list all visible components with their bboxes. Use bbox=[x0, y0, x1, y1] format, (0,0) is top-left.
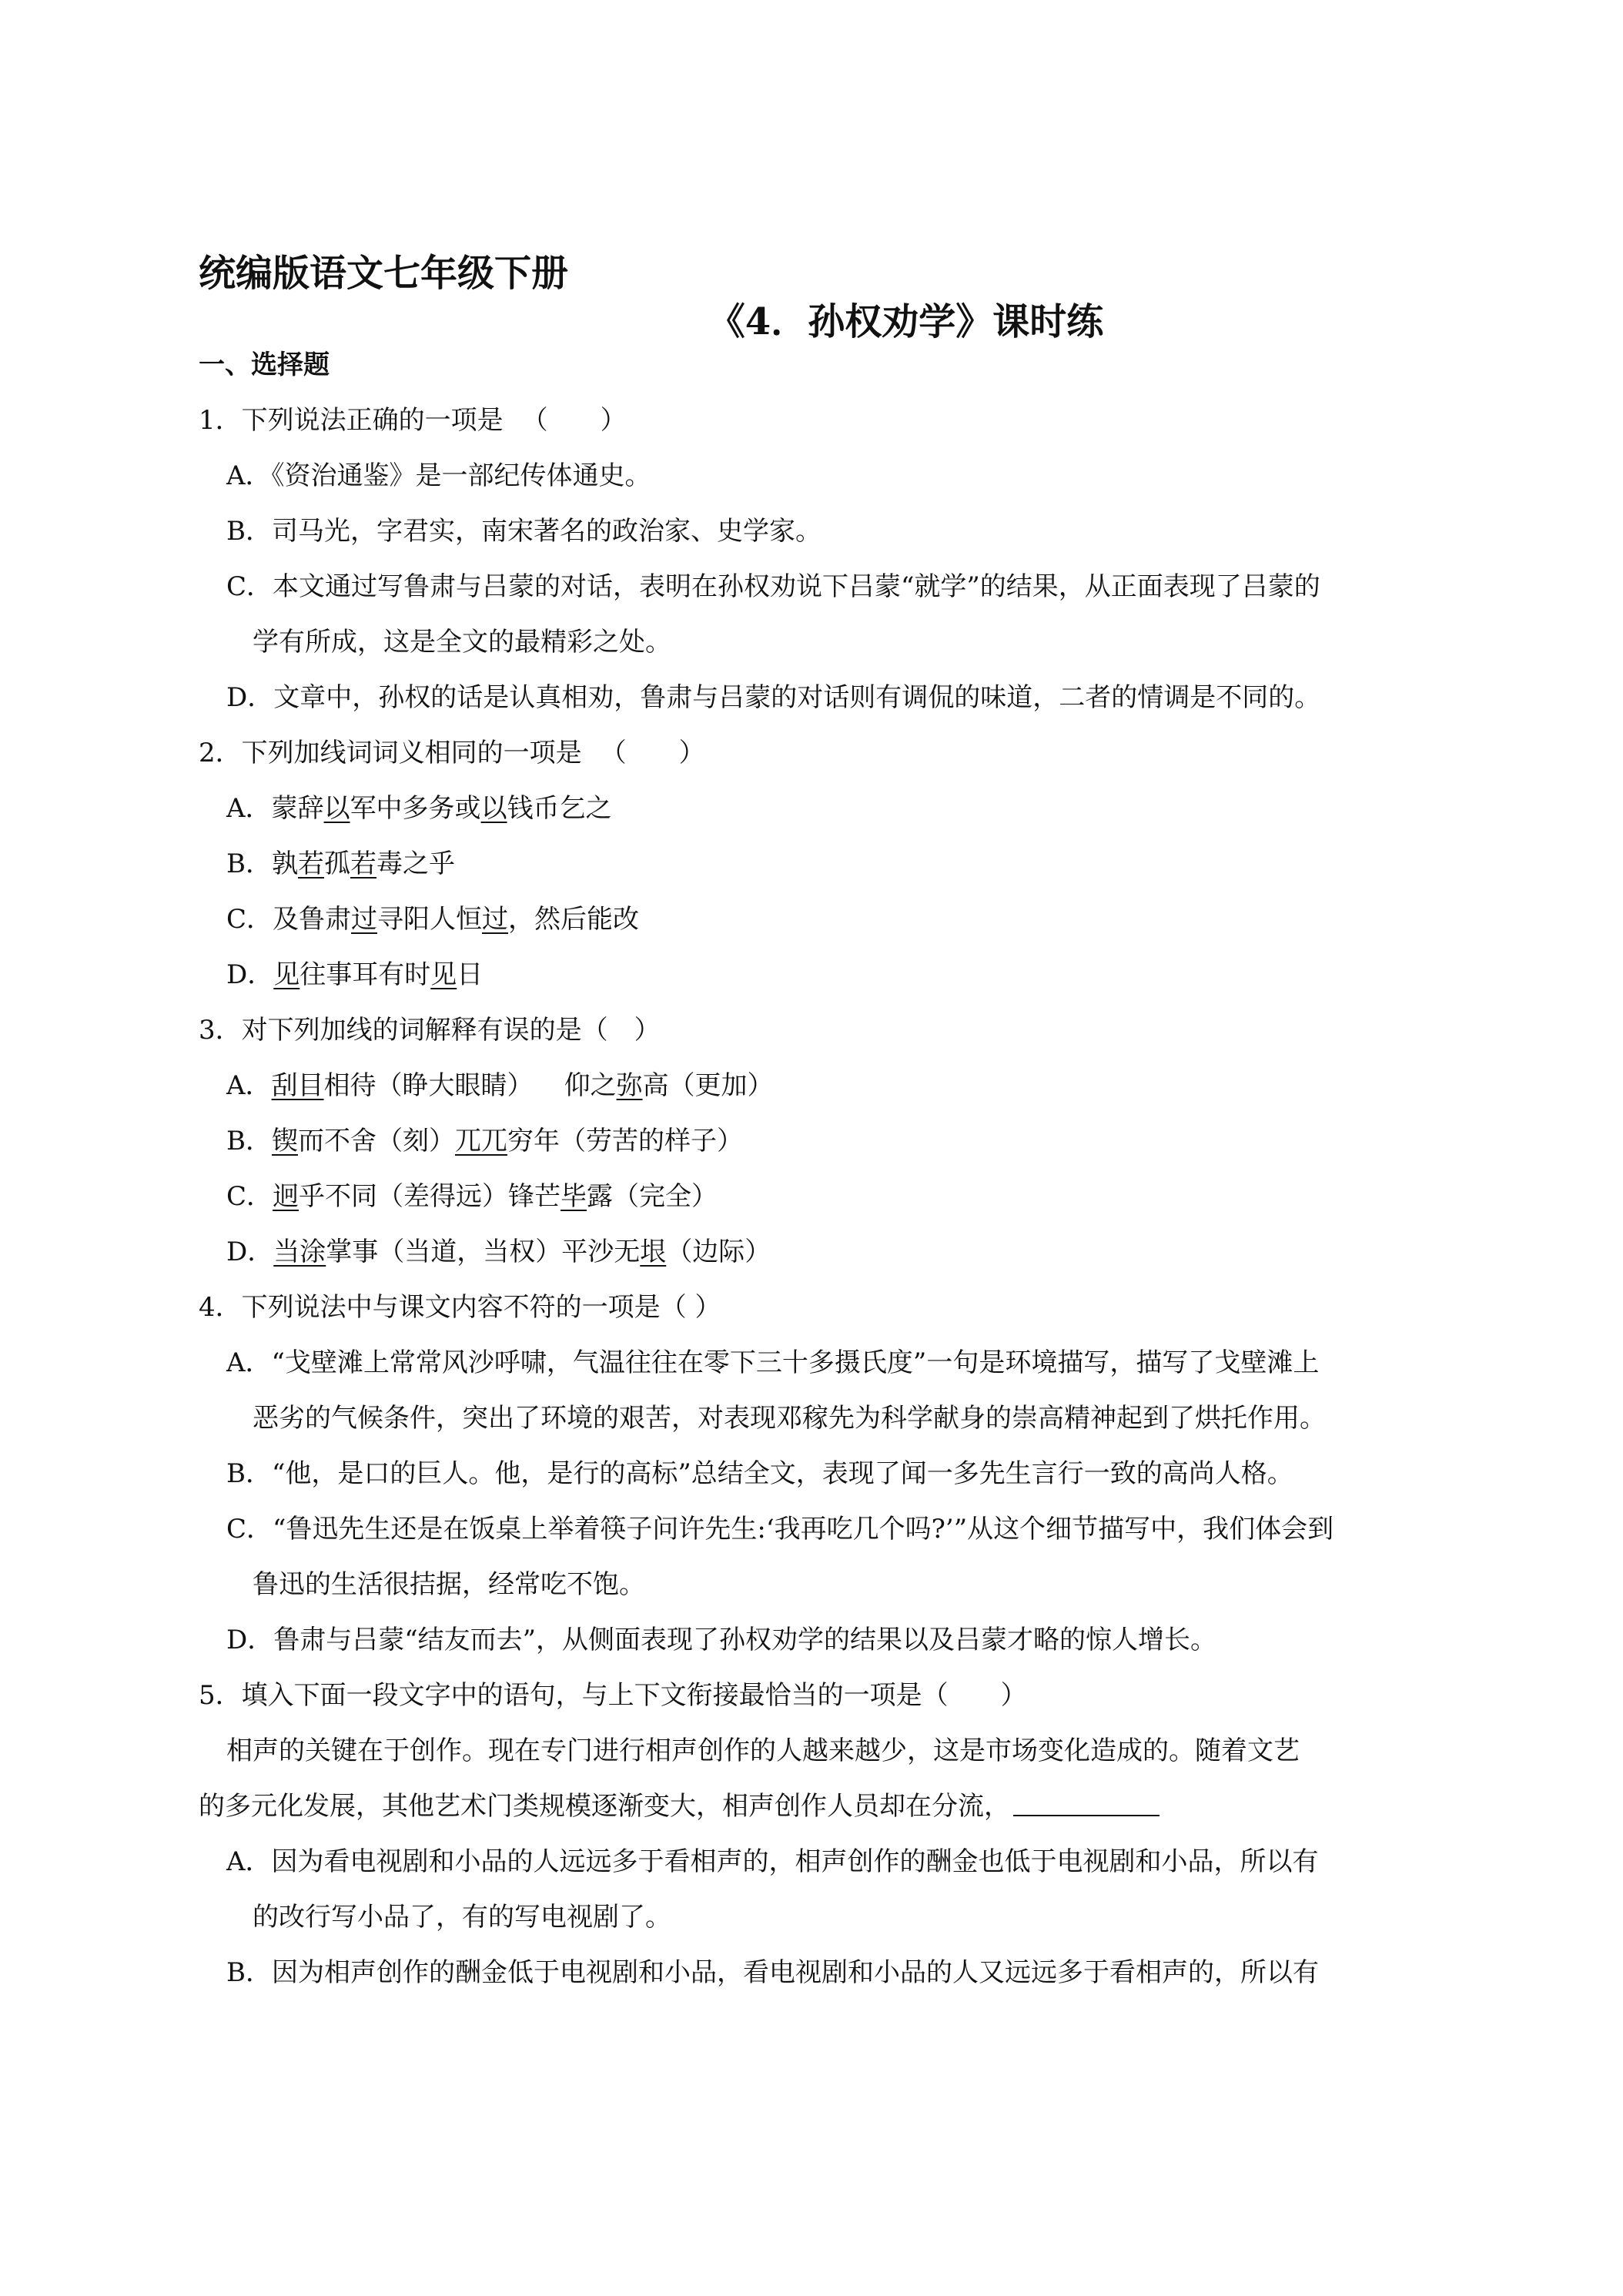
underlined-word: 见 bbox=[430, 959, 457, 990]
underlined-word: 锲 bbox=[272, 1126, 298, 1156]
underlined-word: 见 bbox=[273, 959, 300, 990]
answer-paren: （ ） bbox=[600, 738, 705, 768]
question-3-option-b: B．锲而不舍（刻）兀兀穷年（劳苦的样子） bbox=[226, 1126, 743, 1156]
fill-in-blank[interactable] bbox=[1013, 1792, 1160, 1816]
question-3-stem bbox=[199, 1002, 1438, 1058]
question-4-option-c: C．“鲁迅先生还是在饭桌上举着筷子问许先生:‘我再吃几个吗?’”从这个细节描写中，我们体会到 bbox=[226, 1514, 1334, 1545]
question-5-passage: 相声的关键在于创作。现在专门进行相声创作的人越来越少，这是市场变化造成的。随着文艺 bbox=[226, 1735, 1300, 1766]
question-3-text: 3．对下列加线的词解释有误的是 bbox=[199, 1015, 582, 1046]
question-1-option-b: B．司马光，字君实，南宋著名的政治家、史学家。 bbox=[226, 516, 822, 547]
question-5-stem bbox=[199, 1668, 1438, 1723]
underlined-word: 以 bbox=[323, 793, 350, 824]
question-4-option-c-cont: 鲁迅的生活很拮据，经常吃不饱。 bbox=[253, 1569, 645, 1600]
question-2-option-b: B．孰若孤若毒之乎 bbox=[226, 848, 455, 879]
question-5-passage-cont: 的多元化发展，其他艺术门类规模逐渐变大，相声创作人员却在分流， bbox=[199, 1779, 1438, 1834]
underlined-word: 当涂 bbox=[273, 1237, 326, 1267]
question-1-stem bbox=[199, 393, 1438, 448]
underlined-word: 迥 bbox=[273, 1181, 300, 1212]
answer-paren: （ ） bbox=[581, 1015, 661, 1046]
question-2-option-d: D．见往事耳有时见日 bbox=[226, 959, 484, 990]
question-4-option-a-cont: 恶劣的气候条件，突出了环境的艰苦，对表现邓稼先为科学献身的崇高精神起到了烘托作用。 bbox=[253, 1403, 1326, 1434]
question-2-option-c: C．及鲁肃过寻阳人恒过，然后能改 bbox=[226, 904, 640, 935]
question-2-text: 2．下列加线词词义相同的一项是 bbox=[199, 738, 582, 768]
question-2-stem bbox=[199, 725, 1438, 781]
question-5-option-a-cont: 的改行写小品了，有的写电视剧了。 bbox=[253, 1902, 671, 1933]
underlined-word: 刮目 bbox=[271, 1070, 324, 1101]
question-list bbox=[199, 393, 1438, 2000]
underlined-word: 过 bbox=[482, 904, 509, 935]
question-1-option-c: C．本文通过写鲁肃与吕蒙的对话，表明在孙权劝说下吕蒙“就学”的结果，从正面表现了吕蒙的 bbox=[226, 571, 1320, 602]
lesson-title: 《4．孙权劝学》课时练 bbox=[708, 300, 1104, 343]
underlined-word: 若 bbox=[298, 848, 324, 879]
question-2-option-a: A．蒙辞以军中多务或以钱币乞之 bbox=[226, 793, 612, 824]
question-3-option-a: A．刮目相待（睁大眼睛） 仰之弥高（更加） bbox=[226, 1070, 774, 1101]
question-4-option-d: D．鲁肃与吕蒙“结友而去”，从侧面表现了孙权劝学的结果以及吕蒙才略的惊人增长。 bbox=[226, 1625, 1217, 1655]
question-3-option-c: C．迥乎不同（差得远）锋芒毕露（完全） bbox=[226, 1181, 718, 1212]
underlined-word: 若 bbox=[350, 848, 376, 879]
underlined-word: 毕 bbox=[561, 1181, 587, 1212]
answer-paren: （ ） bbox=[660, 1292, 721, 1323]
question-5-option-a: A．因为看电视剧和小品的人远远多于看相声的，相声创作的酬金也低于电视剧和小品，所以有 bbox=[226, 1846, 1319, 1877]
question-4-option-b: B．“他，是口的巨人。他，是行的高标”总结全文，表现了闻一多先生言行一致的高尚人格。 bbox=[226, 1458, 1293, 1489]
underlined-word: 过 bbox=[351, 904, 378, 935]
question-4-stem bbox=[199, 1280, 1438, 1335]
question-1-text: 1．下列说法正确的一项是 bbox=[199, 405, 504, 436]
question-3-option-d: D．当涂掌事（当道，当权）平沙无垠（边际） bbox=[226, 1237, 771, 1267]
question-4-text: 4．下列说法中与课文内容不符的一项是 bbox=[199, 1292, 661, 1323]
series-title: 统编版语文七年级下册 bbox=[199, 252, 569, 295]
question-1-option-d: D．文章中，孙权的话是认真相劝，鲁肃与吕蒙的对话则有调侃的味道，二者的情调是不同的。 bbox=[226, 682, 1321, 713]
section-heading: 一、选择题 bbox=[199, 350, 330, 380]
question-4-option-a: A．“戈壁滩上常常风沙呼啸，气温往往在零下三十多摄氏度”一句是环境描写，描写了戈壁滩上 bbox=[226, 1347, 1320, 1378]
underlined-word: 垠 bbox=[640, 1237, 667, 1267]
underlined-word: 以 bbox=[480, 793, 507, 824]
answer-paren: （ ） bbox=[521, 405, 627, 436]
underlined-word: 兀兀 bbox=[455, 1126, 507, 1156]
underlined-word: 弥 bbox=[616, 1070, 643, 1101]
question-1-option-c-cont: 学有所成，这是全文的最精彩之处。 bbox=[253, 627, 671, 658]
answer-paren: （ ） bbox=[922, 1680, 1027, 1711]
question-5-text: 5．填入下面一段文字中的语句，与上下文衔接最恰当的一项是 bbox=[199, 1680, 922, 1711]
question-5-option-b: B．因为相声创作的酬金低于电视剧和小品，看电视剧和小品的人又远远多于看相声的，所以有 bbox=[226, 1957, 1319, 1988]
question-1-option-a: A．《资治通鉴》是一部纪传体通史。 bbox=[226, 460, 651, 491]
